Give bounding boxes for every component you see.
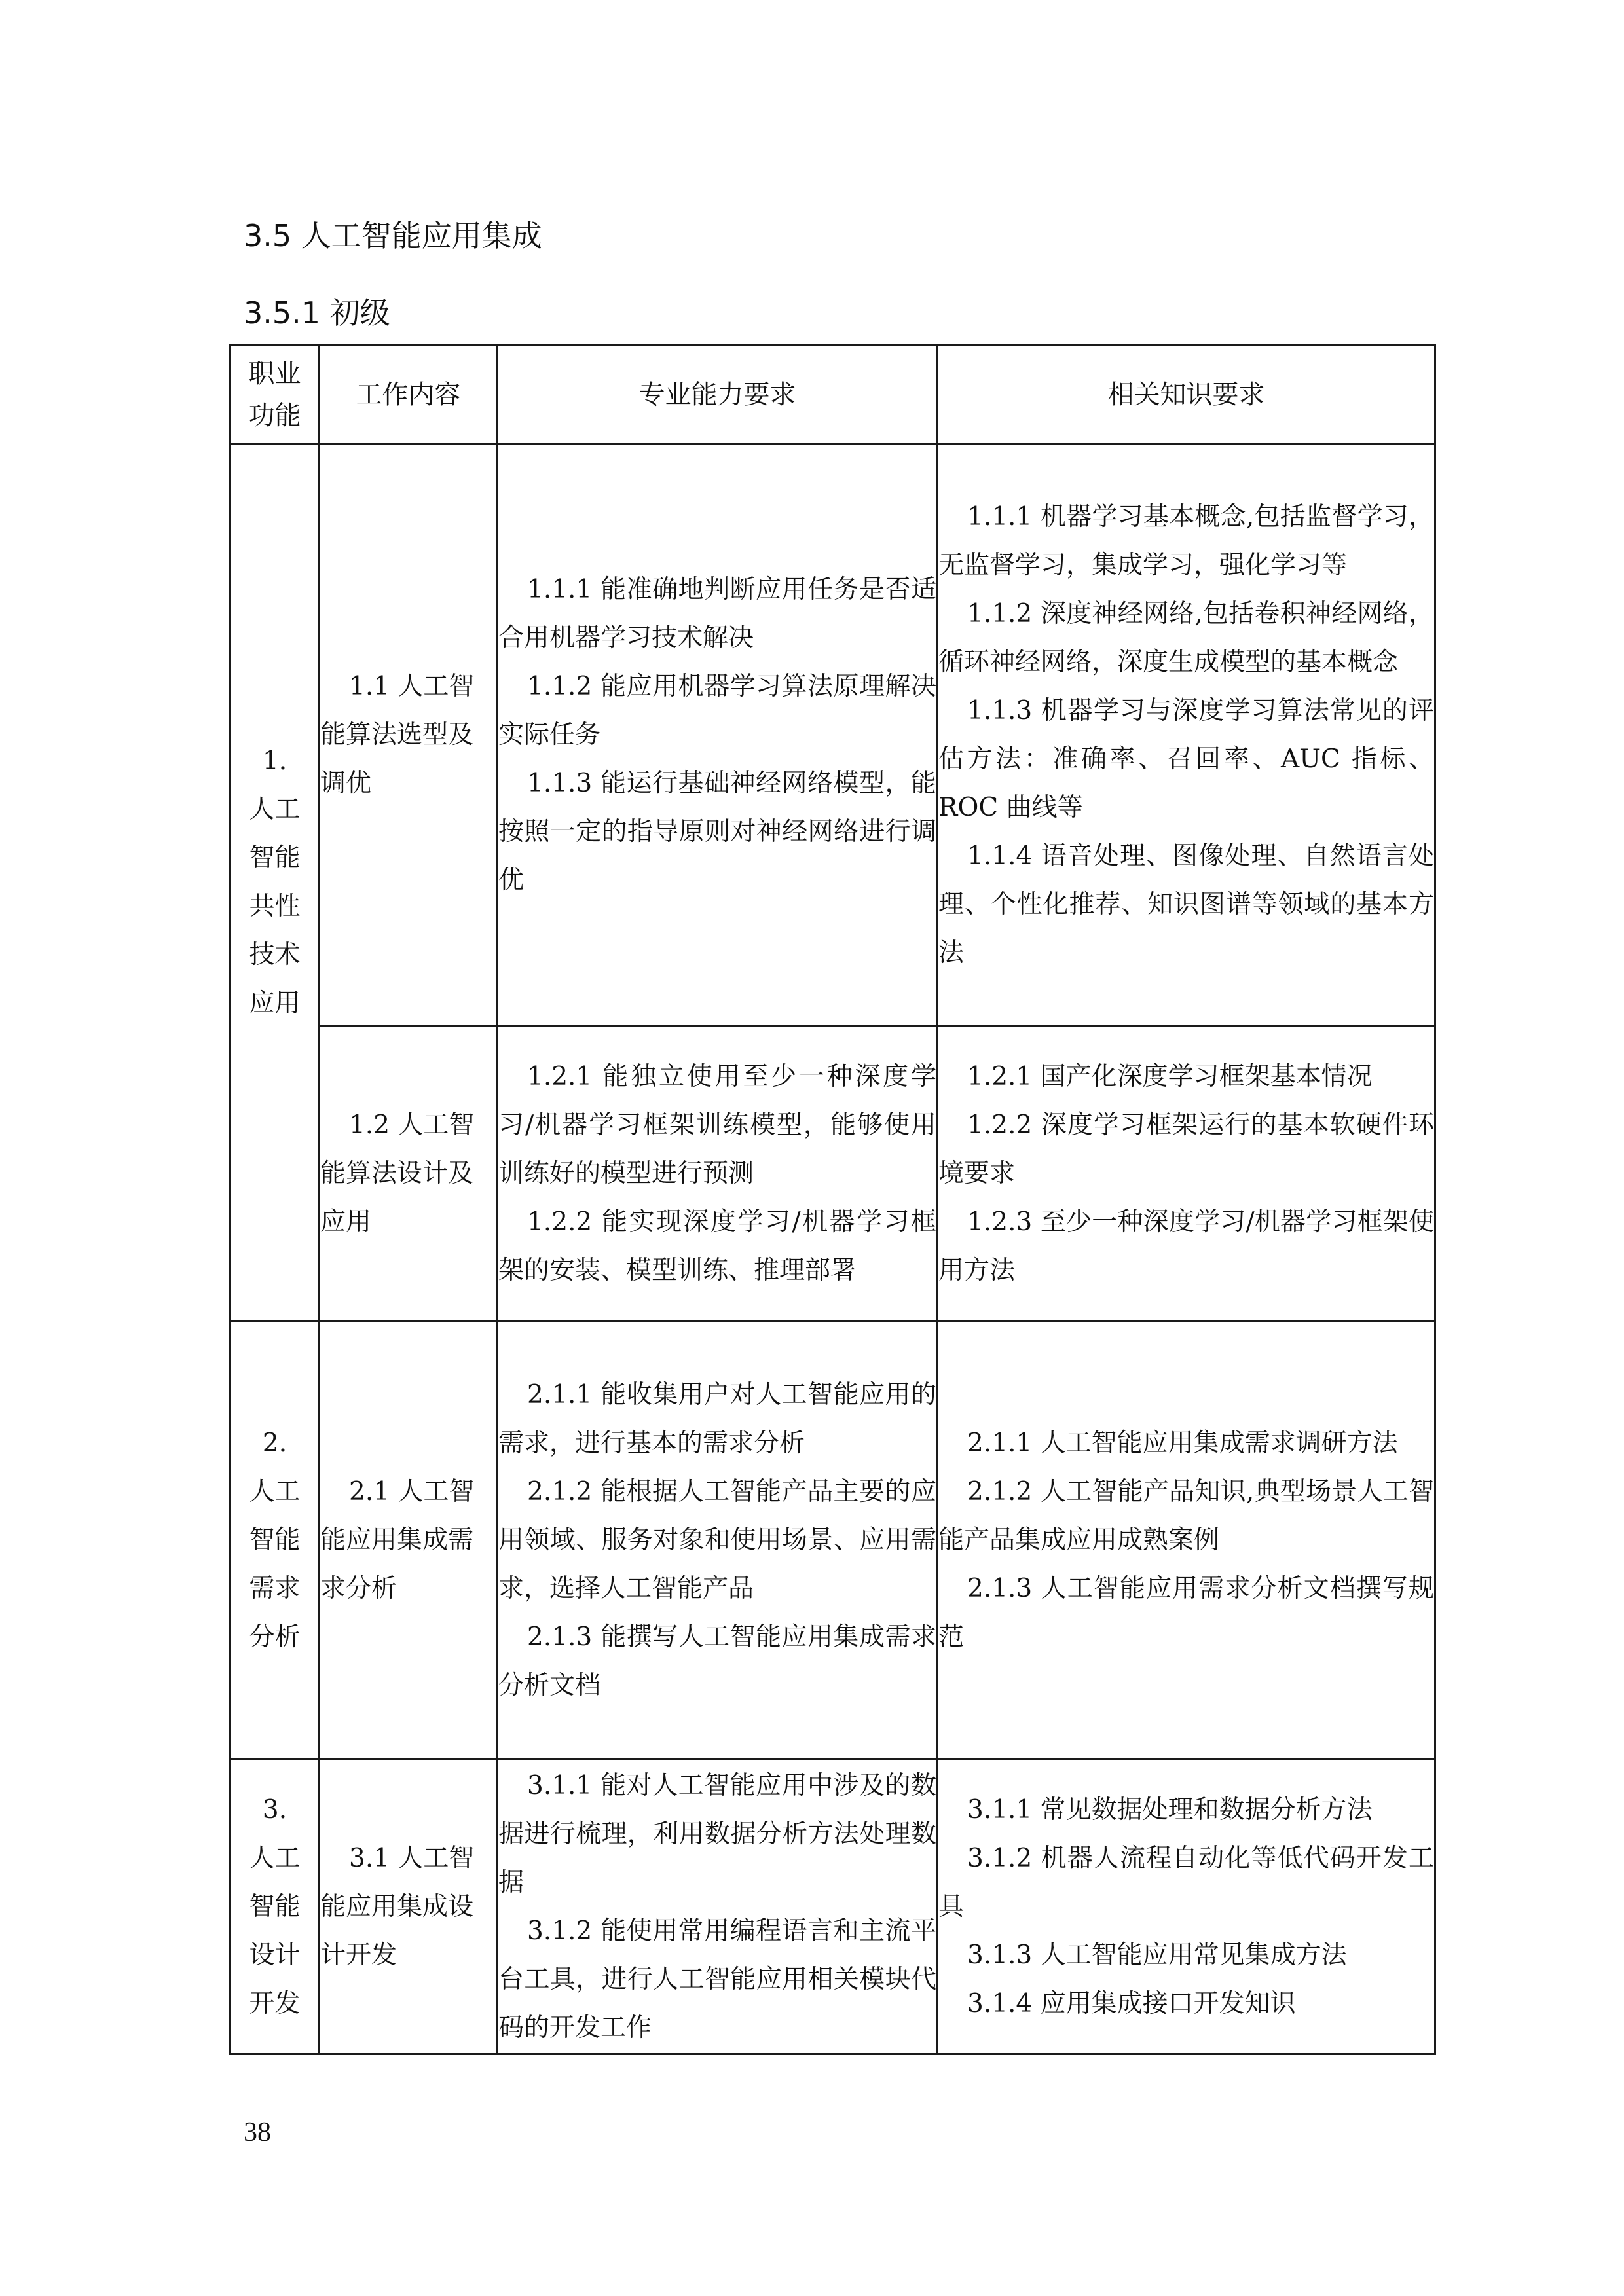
competency-table [229,344,1436,2055]
work-content-cell: 1.1 人工智能算法选型及调优 [320,444,498,1027]
knowledge-requirements-cell: 2.1.1 人工智能应用集成需求调研方法 2.1.2 人工智能产品知识,典型场景人工智能产品集成应用成熟案例 2.1.3 人工智能应用需求分析文档撰写规范 [938,1321,1435,1760]
function-cell: 2. 人工 智能 需求 分析 [231,1321,320,1760]
header-skill-requirements: 专业能力要求 [498,346,938,444]
header-work-content: 工作内容 [320,346,498,444]
skill-requirements-cell: 1.2.1 能独立使用至少一种深度学习/机器学习框架训练模型，能够使用训练好的模型进行预测 1.2.2 能实现深度学习/机器学习框架的安装、模型训练、推理部署 [498,1027,938,1321]
work-content-cell: 3.1 人工智能应用集成设计开发 [320,1760,498,2054]
subsection-title: 3.5.1 初级 [244,295,390,331]
table-row [231,1760,1435,2054]
table-row [231,444,1435,1027]
skill-requirements-cell: 1.1.1 能准确地判断应用任务是否适合用机器学习技术解决 1.1.2 能应用机器学习算法原理解决实际任务 1.1.3 能运行基础神经网络模型，能按照一定的指导原则对神经网络进行调优 [498,444,938,1027]
skill-requirements-cell: 3.1.1 能对人工智能应用中涉及的数据进行梳理，利用数据分析方法处理数据 3.1.2 能使用常用编程语言和主流平台工具，进行人工智能应用相关模块代码的开发工作 [498,1760,938,2054]
table-header-row [231,346,1435,444]
work-content-cell: 2.1 人工智能应用集成需求分析 [320,1321,498,1760]
skill-requirements-cell: 2.1.1 能收集用户对人工智能应用的需求，进行基本的需求分析 2.1.2 能根据人工智能产品主要的应用领域、服务对象和使用场景、应用需求，选择人工智能产品 2.1.3 能撰写人工智能应用集成需求分析文档 [498,1321,938,1760]
page-number: 38 [244,2117,271,2147]
knowledge-requirements-cell: 1.2.1 国产化深度学习框架基本情况 1.2.2 深度学习框架运行的基本软硬件环境要求 1.2.3 至少一种深度学习/机器学习框架使用方法 [938,1027,1435,1321]
table-row [231,1027,1435,1321]
knowledge-requirements-cell: 3.1.1 常见数据处理和数据分析方法 3.1.2 机器人流程自动化等低代码开发工具 3.1.3 人工智能应用常见集成方法 3.1.4 应用集成接口开发知识 [938,1760,1435,2054]
table-row [231,1321,1435,1760]
knowledge-requirements-cell: 1.1.1 机器学习基本概念,包括监督学习，无监督学习，集成学习，强化学习等 1.1.2 深度神经网络,包括卷积神经网络，循环神经网络，深度生成模型的基本概念 1.1.3 机器学习与深度学习算法常见的评估方法：准确率、召回率、AUC 指标、ROC 曲线等 1.1.4 语音处理、图像处理、自然语言处理、个性化推荐、知识图谱等领域的基本方法 [938,444,1435,1027]
work-content-cell: 1.2 人工智能算法设计及应用 [320,1027,498,1321]
header-function: 职业 功能 [231,346,320,444]
function-cell: 3. 人工 智能 设计 开发 [231,1760,320,2054]
section-title: 3.5 人工智能应用集成 [244,218,542,253]
function-cell: 1. 人工 智能 共性 技术 应用 [231,444,320,1321]
header-knowledge-requirements: 相关知识要求 [938,346,1435,444]
